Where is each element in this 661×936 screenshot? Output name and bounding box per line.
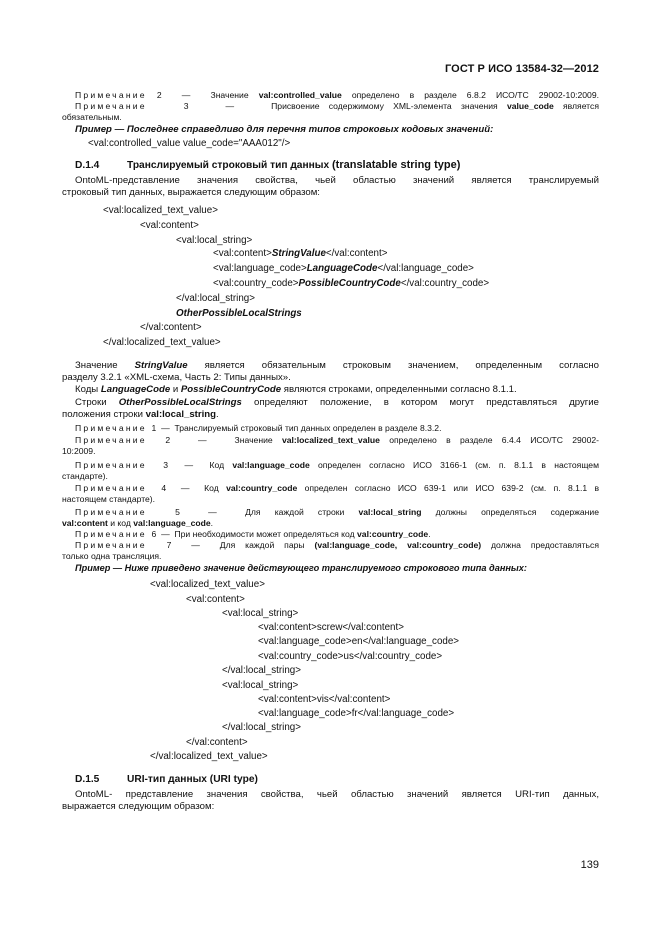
para-strings-cont: положения строки val:local_string.: [62, 409, 219, 420]
code1-line: <val:content>StringValue</val:content>: [213, 248, 388, 259]
code2-line: <val:country_code>us</val:country_code>: [258, 651, 443, 662]
code2-line: <val:language_code>en</val:language_code>: [258, 636, 460, 647]
code2-line: </val:content>: [186, 737, 248, 748]
code1-line: <val:local_string>: [176, 235, 253, 246]
page-number: 139: [580, 859, 599, 871]
code2-line: <val:content>screw</val:content>: [258, 622, 404, 633]
code2-line: </val:local_string>: [222, 665, 301, 676]
para-value-cont: разделу 3.2.1 «XML-схема, Часть 2: Типы данных».: [62, 372, 291, 383]
document-header: ГОСТ Р ИСО 13584-32—2012: [444, 63, 599, 75]
d14-paragraph-line1: OntoML-представление значения свойства, чьей областью значений является транслируемый: [75, 175, 599, 186]
note-4: Примечание 4 — Код val:country_code определен согласно ИСО 639-1 или ИСО 639-2 (см. п. 8.1.1 в: [75, 483, 600, 493]
code1-line: <val:country_code>PossibleCountryCode</val:country_code>: [213, 278, 490, 289]
note-3b: Примечание 3 — Код val:language_code определен согласно ИСО 3166-1 (см. п. 8.1.1 в настоящем: [75, 460, 599, 470]
code2-line: <val:language_code>fr</val:language_code>: [258, 708, 455, 719]
code2-line: </val:localized_text_value>: [150, 751, 268, 762]
d15-paragraph-line2: выражается следующим образом:: [62, 801, 215, 812]
para-strings: Строки OtherPossibleLocalStrings определяют положение, в котором могут представляться другие: [75, 397, 599, 408]
note-3: Примечание 3 — Присвоение содержимому XML-элемента значения value_code является: [75, 101, 599, 111]
note-4-cont: настоящем стандарте).: [62, 494, 156, 504]
code2-line: <val:content>vis</val:content>: [258, 694, 391, 705]
note-2b: Примечание 2 — Значение val:localized_text_value определено в разделе 6.4.4 ИСО/ТС 29002-: [75, 435, 600, 445]
para-codes: Коды LanguageCode и PossibleCountryCode являются строками, определенными согласно 8.1.1.: [75, 384, 517, 395]
example-1: Пример — Последнее справедливо для перечня типов строковых кодовых значений:: [75, 124, 494, 135]
code2-line: </val:local_string>: [222, 722, 301, 733]
d15-paragraph-line1: OntoML- представление значения свойства, чьей областью значений является URI-тип данных,: [75, 789, 599, 800]
code1-line: </val:localized_text_value>: [103, 337, 221, 348]
note-5: Примечание 5 — Для каждой строки val:local_string должны определяться содержание: [75, 507, 599, 517]
note-6: Примечание 6 — При необходимости может определяться код val:country_code.: [75, 529, 431, 539]
code1-line: <val:content>: [140, 220, 199, 231]
note-5-cont: val:content и код val:language_code.: [62, 518, 214, 528]
code2-line: <val:localized_text_value>: [150, 579, 265, 590]
example-2: Пример — Ниже приведено значение действующего транслируемого строкового типа данных:: [75, 563, 527, 573]
code1-line: </val:local_string>: [176, 293, 255, 304]
section-d15-heading: D.1.5 URI-тип данных (URI type): [75, 774, 258, 785]
code1-line: OtherPossibleLocalStrings: [176, 308, 302, 319]
note-2b-cont: 10:2009.: [62, 446, 96, 456]
code2-line: <val:local_string>: [222, 680, 299, 691]
para-value: Значение StringValue является обязательным строковым значением, определенным согласно: [75, 360, 599, 371]
note-7: Примечание 7 — Для каждой пары (val:language_code, val:country_code) должна предоставляться: [75, 540, 599, 550]
code1-line: <val:localized_text_value>: [103, 205, 218, 216]
d14-paragraph-line2: строковый тип данных, выражается следующим образом:: [62, 187, 320, 198]
example-1-code: <val:controlled_value value_code="AAA012"/>: [88, 138, 291, 149]
note-3b-cont: стандарте).: [62, 471, 108, 481]
note-7-cont: только одна трансляция.: [62, 551, 162, 561]
note-2: Примечание 2 — Значение val:controlled_value определено в разделе 6.8.2 ИСО/ТС 29002-10:2009.: [75, 90, 599, 100]
code1-line: </val:content>: [140, 322, 202, 333]
code2-line: <val:content>: [186, 594, 245, 605]
note-3-cont: обязательным.: [62, 112, 122, 122]
code1-line: <val:language_code>LanguageCode</val:language_code>: [213, 263, 474, 274]
note-1: Примечание 1 — Транслируемый строковый тип данных определен в разделе 8.3.2.: [75, 423, 442, 433]
section-d14-heading: D.1.4 Транслируемый строковый тип данных (translatable string type): [75, 159, 461, 171]
code2-line: <val:local_string>: [222, 608, 299, 619]
